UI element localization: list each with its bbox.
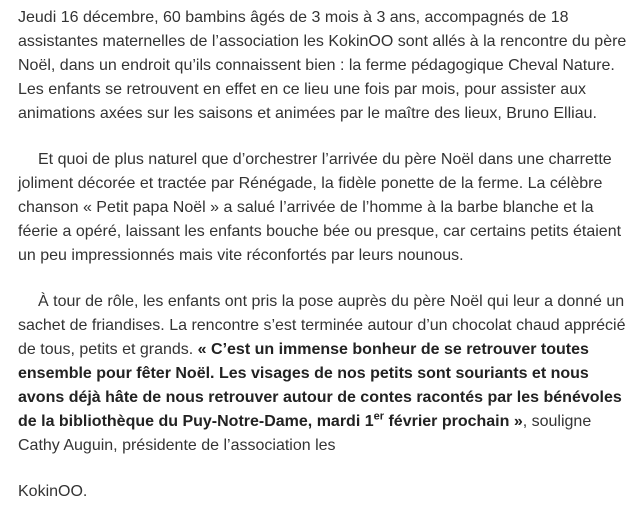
president-quote-text: « C’est un immense bonheur de se retrouver toutes ensemble pour fêter Noël. Les visages de nos petits sont souriants et nous avons déjà hâte de nous retrouver autour de contes racontés par les bénévoles de la bibliothèque du Puy-Notre-Dame, mardi 1 — [18, 341, 622, 430]
paragraph-arrival: Et quoi de plus naturel que d’orchestrer l’arrivée du père Noël dans une charrette joliment décorée et tractée par Rénégade, la fidèle ponette de la ferme. La célèbre chanson « Petit papa Noël » a salué l’arrivée de l’homme à la barbe blanche et la féerie a opéré, laissant les enfants bouche bée ou presque, car certains petits étaient un peu impressionnés mais vite réconfortés par leurs nounous. — [18, 151, 622, 264]
paragraph-closing: KokinOO. — [18, 483, 88, 500]
paragraph-intro: Jeudi 16 décembre, 60 bambins âgés de 3 mois à 3 ans, accompagnés de 18 assistantes maternelles de l’association les KokinOO sont allés à la rencontre du père Noël, dans un endroit qu’ils connaissent bien : la ferme pédagogique Cheval Nature. Les enfants se retrouvent en effet en ce lieu une fois par mois, pour assister aux animations axées sur les saisons et animées par le maître des lieux, Bruno Elliau. — [18, 9, 627, 122]
president-quote-end: février prochain » — [384, 413, 523, 430]
article-body — [18, 6, 630, 526]
paragraph-quote-outro: , souligne Cathy Auguin, présidente de l’association les — [18, 413, 592, 454]
paragraph-quote-intro: À tour de rôle, les enfants ont pris la pose auprès du père Noël qui leur a donné un sachet de friandises. La rencontre s’est terminée autour d’un chocolat chaud apprécié de tous, petits et grands. — [18, 293, 626, 358]
ordinal-superscript: er — [373, 410, 385, 423]
paragraph-quote — [18, 290, 630, 458]
